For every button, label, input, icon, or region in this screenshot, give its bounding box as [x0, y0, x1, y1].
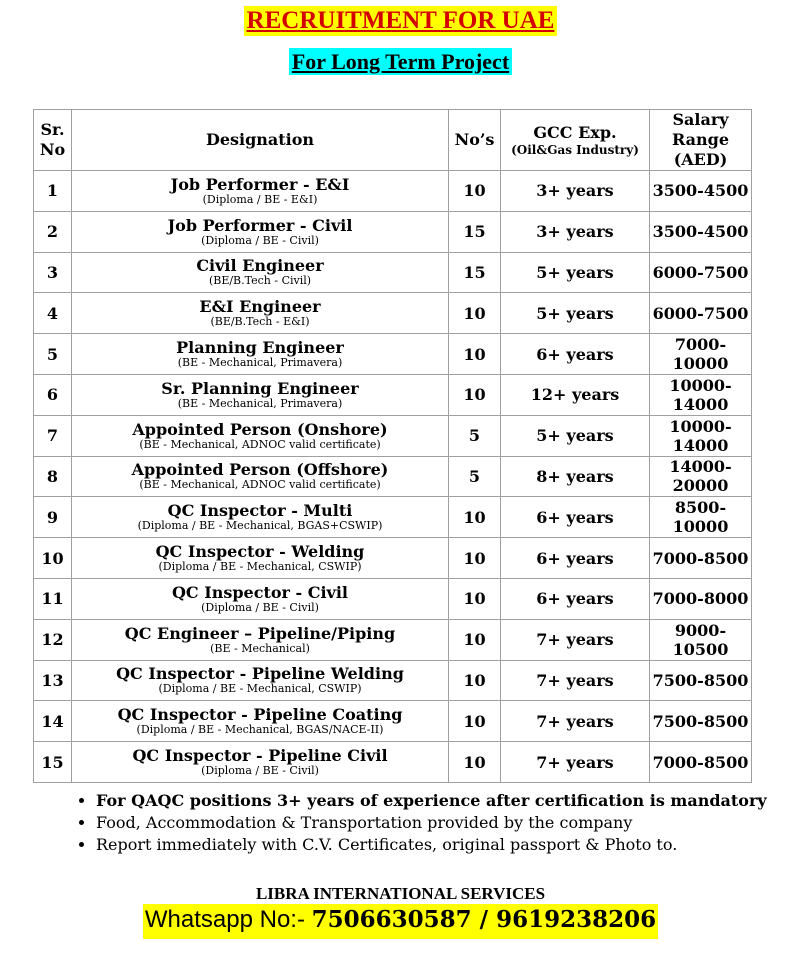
cell-nos: 10: [449, 374, 501, 415]
designation-title: Appointed Person (Onshore): [132, 419, 388, 439]
cell-designation: [72, 374, 449, 415]
cell-gcc-exp: 7+ years: [501, 701, 650, 742]
cell-salary: 7500-8500: [650, 660, 752, 701]
cell-nos: 10: [449, 578, 501, 619]
cell-designation: [72, 619, 449, 660]
header-gcc-exp-subtitle: (Oil&Gas Industry): [511, 142, 639, 157]
table-row: [34, 374, 752, 415]
cell-sr-no: 3: [34, 252, 72, 293]
cell-nos: 10: [449, 497, 501, 538]
cell-gcc-exp: 5+ years: [501, 293, 650, 334]
page-subtitle: For Long Term Project: [289, 48, 512, 75]
cell-designation: [72, 252, 449, 293]
title-container: [0, 6, 801, 36]
designation-title: QC Inspector - Pipeline Welding: [116, 664, 404, 684]
whatsapp-label: Whatsapp No:-: [144, 906, 312, 933]
cell-salary: 7000-8500: [650, 742, 752, 783]
cell-designation: [72, 578, 449, 619]
cell-salary: 9000-10500: [650, 619, 752, 660]
cell-designation: [72, 497, 449, 538]
designation-qualification: (BE - Mechanical): [210, 641, 310, 655]
cell-gcc-exp: 6+ years: [501, 497, 650, 538]
cell-nos: 10: [449, 334, 501, 375]
header-designation: Designation: [72, 110, 449, 171]
note-item: • Report immediately with C.V. Certificates, original passport & Photo to.: [96, 834, 767, 856]
cell-sr-no: 2: [34, 211, 72, 252]
designation-qualification: (Diploma / BE - Mechanical, BGAS/NACE-II): [136, 723, 384, 737]
designation-qualification: (Diploma / BE - Civil): [201, 600, 319, 614]
cell-gcc-exp: 3+ years: [501, 211, 650, 252]
cell-designation: [72, 334, 449, 375]
table-body: [34, 171, 752, 783]
designation-qualification: (Diploma / BE - Mechanical, CSWIP): [158, 560, 362, 574]
designation-title: QC Inspector - Civil: [171, 582, 348, 602]
cell-gcc-exp: 6+ years: [501, 334, 650, 375]
table-row: [34, 334, 752, 375]
cell-sr-no: 12: [34, 619, 72, 660]
table-row: [34, 171, 752, 212]
designation-title: QC Engineer – Pipeline/Piping: [124, 623, 396, 643]
cell-gcc-exp: 12+ years: [501, 374, 650, 415]
cell-gcc-exp: 7+ years: [501, 660, 650, 701]
designation-title: QC Inspector - Pipeline Civil: [132, 746, 388, 766]
cell-designation: [72, 456, 449, 497]
table-header-row: [34, 110, 752, 171]
designation-qualification: (BE/B.Tech - Civil): [208, 274, 312, 288]
cell-gcc-exp: 6+ years: [501, 578, 650, 619]
note-item: • For QAQC positions 3+ years of experience after certification is mandatory: [96, 790, 767, 812]
cell-sr-no: 13: [34, 660, 72, 701]
subtitle-container: [0, 48, 801, 75]
cell-sr-no: 1: [34, 171, 72, 212]
designation-title: Sr. Planning Engineer: [161, 378, 359, 398]
cell-nos: 10: [449, 171, 501, 212]
whatsapp-line: [143, 904, 658, 939]
cell-nos: 15: [449, 252, 501, 293]
cell-nos: 5: [449, 415, 501, 456]
cell-designation: [72, 701, 449, 742]
company-name: LIBRA INTERNATIONAL SERVICES: [255, 884, 546, 903]
cell-designation: [72, 171, 449, 212]
cell-designation: [72, 742, 449, 783]
designation-qualification: (Diploma / BE - Mechanical, CSWIP): [158, 682, 362, 696]
cell-nos: 10: [449, 742, 501, 783]
designation-qualification: (BE - Mechanical, ADNOC valid certificate): [139, 478, 381, 492]
designation-title: Job Performer - Civil: [167, 215, 353, 235]
table-row: [34, 660, 752, 701]
cell-sr-no: 8: [34, 456, 72, 497]
cell-salary: 6000-7500: [650, 293, 752, 334]
cell-gcc-exp: 6+ years: [501, 538, 650, 579]
cell-nos: 10: [449, 701, 501, 742]
designation-title: E&I Engineer: [199, 297, 321, 317]
cell-gcc-exp: 5+ years: [501, 252, 650, 293]
header-sr-no: Sr. No: [34, 110, 72, 171]
cell-nos: 10: [449, 293, 501, 334]
cell-sr-no: 9: [34, 497, 72, 538]
table-row: [34, 538, 752, 579]
table-row: [34, 578, 752, 619]
cell-gcc-exp: 3+ years: [501, 171, 650, 212]
jobs-table: [33, 109, 752, 783]
cell-gcc-exp: 7+ years: [501, 742, 650, 783]
header-gcc-exp-title: GCC Exp.: [533, 122, 617, 142]
header-nos: No’s: [449, 110, 501, 171]
note-item: • Food, Accommodation & Transportation provided by the company: [96, 812, 767, 834]
cell-designation: [72, 415, 449, 456]
designation-title: Civil Engineer: [196, 256, 324, 276]
cell-salary: 10000-14000: [650, 415, 752, 456]
cell-salary: 7500-8500: [650, 701, 752, 742]
cell-nos: 15: [449, 211, 501, 252]
designation-title: QC Inspector - Multi: [167, 501, 353, 521]
cell-gcc-exp: 5+ years: [501, 415, 650, 456]
table-row: [34, 619, 752, 660]
table-row: [34, 293, 752, 334]
designation-qualification: (Diploma / BE - Civil): [201, 233, 319, 247]
cell-salary: 7000-10000: [650, 334, 752, 375]
cell-salary: 8500-10000: [650, 497, 752, 538]
table-row: [34, 497, 752, 538]
cell-salary: 10000-14000: [650, 374, 752, 415]
cell-sr-no: 15: [34, 742, 72, 783]
table-row: [34, 252, 752, 293]
table-row: [34, 211, 752, 252]
cell-salary: 7000-8000: [650, 578, 752, 619]
table-row: [34, 456, 752, 497]
cell-designation: [72, 660, 449, 701]
header-gcc-exp: [501, 110, 650, 171]
table-row: [34, 742, 752, 783]
page-title: RECRUITMENT FOR UAE: [244, 6, 558, 36]
table-row: [34, 415, 752, 456]
cell-nos: 10: [449, 538, 501, 579]
cell-salary: 6000-7500: [650, 252, 752, 293]
cell-sr-no: 6: [34, 374, 72, 415]
header-salary: Salary Range (AED): [650, 110, 752, 171]
designation-qualification: (BE - Mechanical, Primavera): [177, 396, 343, 410]
designation-title: QC Inspector - Pipeline Coating: [117, 705, 403, 725]
whatsapp-container: [0, 904, 801, 939]
cell-salary: 3500-4500: [650, 171, 752, 212]
cell-designation: [72, 293, 449, 334]
cell-salary: 3500-4500: [650, 211, 752, 252]
designation-title: Appointed Person (Offshore): [131, 460, 389, 480]
cell-salary: 7000-8500: [650, 538, 752, 579]
cell-sr-no: 14: [34, 701, 72, 742]
cell-designation: [72, 538, 449, 579]
cell-sr-no: 4: [34, 293, 72, 334]
notes-list: [74, 790, 767, 856]
cell-nos: 10: [449, 660, 501, 701]
designation-qualification: (Diploma / BE - E&I): [202, 192, 318, 206]
designation-title: Planning Engineer: [176, 338, 344, 358]
cell-gcc-exp: 7+ years: [501, 619, 650, 660]
designation-qualification: (BE - Mechanical, Primavera): [177, 356, 343, 370]
whatsapp-numbers[interactable]: 7506630587 / 9619238206: [311, 906, 657, 933]
designation-qualification: (Diploma / BE - Mechanical, BGAS+CSWIP): [137, 519, 383, 533]
table-row: [34, 701, 752, 742]
cell-gcc-exp: 8+ years: [501, 456, 650, 497]
cell-sr-no: 7: [34, 415, 72, 456]
cell-sr-no: 11: [34, 578, 72, 619]
cell-salary: 14000-20000: [650, 456, 752, 497]
designation-qualification: (BE - Mechanical, ADNOC valid certificate): [139, 437, 381, 451]
designation-qualification: (BE/B.Tech - E&I): [210, 315, 310, 329]
cell-nos: 10: [449, 619, 501, 660]
designation-qualification: (Diploma / BE - Civil): [201, 764, 319, 778]
cell-designation: [72, 211, 449, 252]
cell-sr-no: 5: [34, 334, 72, 375]
cell-sr-no: 10: [34, 538, 72, 579]
designation-title: QC Inspector - Welding: [155, 542, 365, 562]
designation-title: Job Performer - E&I: [170, 174, 350, 194]
cell-nos: 5: [449, 456, 501, 497]
